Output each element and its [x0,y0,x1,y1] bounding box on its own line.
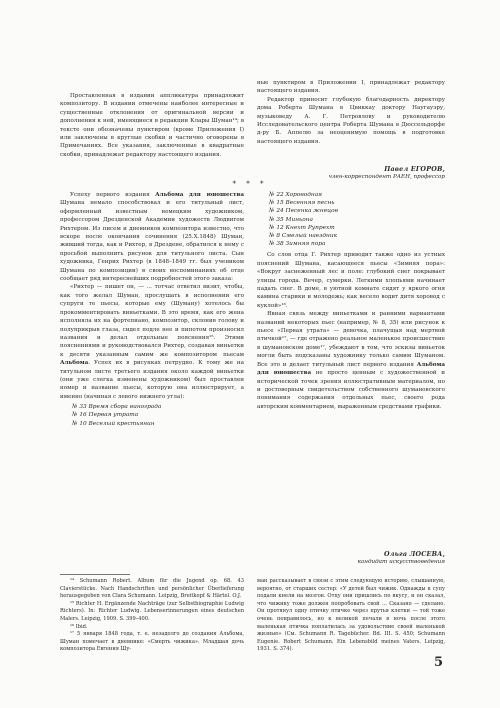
vignettes-paragraph [257,310,445,411]
richter-paragraph [60,191,244,283]
quote-paragraph-text: «Рихтер — пишет он, — ... тотчас ответил визит, чтобы, как того желал Шуман, прослушать в исполнении его супруги те пьесы, которые ему (Шуману) хотелось бы прокомментировать виньетками. В это время, как его жена исполняла их на фортепиано, композитор, склонив голову и полуприкрыв глаза, сидел подле нее и пипотом произносил названия и делал отдельные пояснения¹⁵. Этими пояснениями и руководствовался Рихтер, создавая виньетки к десяти указанным самим же композитором пьесам [60,284,244,358]
intro-paragraph: Проставленная в издании аппликатура принадлежит композитору. В издании отмечены наиболее интересные и существенные отклонения от оригинальной версии и дополнения к ней, имеющиеся в редакции Клары Шуман¹⁴; в тексте они обозначены пунктиром (кроме Приложения I) или заключены в круглые скобки и частично оговорены в Примечаниях. Все указания, заключенные в квадратные скобки, принадлежат редактору настоящего издания. [60,93,244,158]
intro-paragraph-continued: ные пунктиром в Приложении I, принадлежат редактору настоящего издания. [257,80,445,95]
album-word-bold: Альбома [60,360,89,367]
footnotes-right [257,578,445,654]
section-divider: * * * [232,180,268,188]
richter-paragraph-start: Успеху первого издания [70,192,156,198]
song-list-right [257,191,445,248]
author-signature-name: Ольга ЛОСЕВА, [383,550,445,558]
quote-paragraph [60,283,244,401]
list-item: № 12 Кнехт Рупрехт [269,224,335,231]
list-item: № 10 Веселый крестьянин [72,420,155,427]
footnote-14: ¹⁴ Schumann Robert. Album für die Jugend op. 68. 43 Clavierstücke. Nach Handschriften und persönlicher Überlieferung herausgegeben von Clara Schumann. Leipzig, Breitkopf & Härtel. O.J. [60,578,244,600]
list-item: № 38 Зимняя пора [269,241,326,248]
footnotes-left [60,578,244,654]
richter-paragraph-rest: Шумана немало способствовал и его титульный лист, оформленный известным немецким художником, профессором Дрезденской Академии художеств Людвигом Рихтером. Из писем и дневников композитора известно, что вскоре после окончания сочинения (25.X.1848) Шуман, живший тогда, как и Рихтер, в Дрездене, обратился к нему с просьбой выполнить рисунок для титульного листа. Сын художника, Генрих Рихтер (в 1848–1849 гг. был учеником Шумана по композиции) в своих воспоминаниях об отце сообщает ряд интереснейших подробностей этого заказа: [60,200,244,283]
album-title-bold-2: Альбома для юношества [257,361,445,377]
song-list-left [60,403,244,428]
middle-right-column [257,191,445,411]
list-item: № 15 Весенняя песнь [269,200,335,207]
list-item: № 35 Миньона [269,216,313,223]
quote-paragraph-end: . Успех их в рисунках петрудно. К тому же на титульном листе третьего издания около каждой виньетки (они уже слегка изменены художником) был проставлен номер и название пьесы, которую она иллюстрирует, а именно (начиная с левого нижнего угла): [60,360,244,400]
footnote-17-continued: ман рассказывает в связи с этим следующую историю, слышанную, вероятно, от старших сестер: «У детей был чижик. Однажды к супу подали кнели на мозгов. Отцу они пришлись по вкусу, и он сказал, что чижику тоже должен попробовать свой ... Сказано — сделано. Он протянул одну птичку птичке через прутья клетки — той тоже очень понравилось, но к великой печали в ночь после этого маленькая птичка поплатилась за удовольствие своей маленькой жизнью» (См. Schumann R. Tagebücher. Bd. III. S. 450; Schumann Eugenie. Robert Schumann. Ein Lebensbild meines Vaters. Leipzig, 1931. S. 374). [257,578,445,653]
vignettes-paragraph-start: Явная связь между виньетками и ранними вариантами названий некоторых пьес (например, № 8, 35) или рисунок к пьесе «Первая утрата» — девочка, плачущая над мертвой птичкой¹⁷, — где отражено реальное маленькое происшествие в шумановском доме¹⁷, убеждают в том, что эскизы виньеток могли быть подсказаны художнику только самим Шуманом. Все это и делает титульный лист первого издания [257,311,445,368]
middle-left-column [60,191,244,428]
top-left-column [60,92,244,159]
top-right-column [257,79,445,146]
vignettes-paragraph-end: не просто ценным с художественной и исторической точек зрения иллюстративным материалом, но и достоверным свидетельством собственного шумановского понимания содержания отдельных пьес, своего рода авторским комментарием, выраженным средствами графики. [257,370,445,410]
editor-signature-title: член-корреспондент РАЕН, профессор [328,174,445,180]
winter-quote-paragraph: Со слов отца Г. Рихтер приводит также одно из устных пояснений Шумана, касающееся пьесы «Зимняя пора»: «Вокруг заснеженный лес и поле: глубокий снег покрывает улицы города. Вечер, сумерки. Легкими хлопьями начинает падать снег. В доме, в уютной комнате сидят у яркого огня камина старики и молодежь; как весело водит дитя хоровод с куклой»¹⁶. [257,252,445,309]
author-signature-title: кандидат искусствоведения [357,559,445,565]
album-title-bold: Альбома для юношества [155,192,244,198]
page-number: 5 [434,655,444,670]
list-item: № 22 Хороводная [269,192,323,198]
editor-signature-name: Павел ЕГОРОВ, [384,165,445,173]
list-item: № 24 Песенка жнецов [269,208,339,215]
list-item: № 33 Время сбора винограда [72,404,162,411]
list-item: № 16 Первая утрата [72,412,139,419]
acknowledgement-paragraph: Редактор приносит глубокую благодарность директору дома Роберта Шумана в Цвиккау доктору Наугауэру, музыковеду А. Г. Петровлову и руководителю Исследовательского центра Роберта Шумана в Дюссельдорфе д-ру Б. Аппелю за неоценимую помощь в подготовке настоящего издания. [257,96,445,145]
footnote-15: ¹⁵ Richter H. Ergänzende Nachträge (zur Selbstbiographie Ludwig Richters). In: Richter Ludwig. Lebenserinnerungen eines deutschen Malers. Leipzig, 1909. S. 399–400. [60,600,244,622]
footnote-17: ¹⁷ 5 января 1848 года, т. е. незадолго до создания Альбома, Шуман помечает в дневнике: «Смерть чижика». Младшая дочь композитора Евгения Шу- [60,631,244,653]
footnote-rule [60,574,130,575]
list-item: № 8 Смелый наездник [269,233,338,240]
footnote-16: ¹⁶ Ibid. [70,623,88,630]
